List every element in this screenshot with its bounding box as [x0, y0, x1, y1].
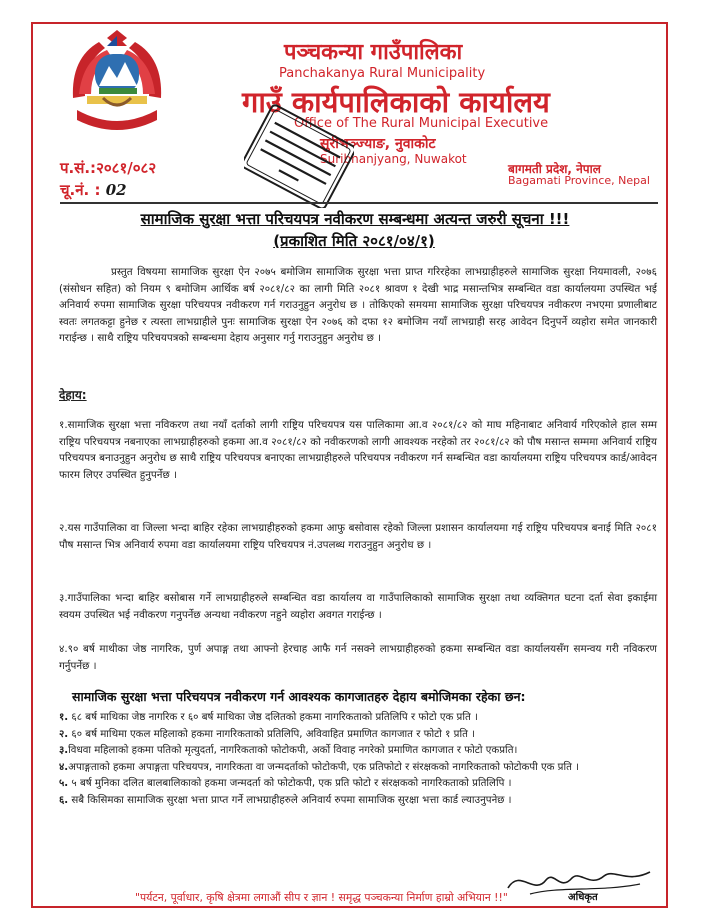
item-number: ४. — [59, 761, 69, 773]
municipality-name-en: Panchakanya Rural Municipality — [279, 66, 486, 81]
footer-slogan: "पर्यटन, पूर्वाधार, कृषि क्षेत्रमा लगाऔं सीप र ज्ञान ! समृद्ध पञ्चकन्या निर्माण हाम्रो अभियान !!" — [135, 891, 508, 904]
item-number: ६. — [59, 794, 69, 806]
list-item — [59, 793, 659, 810]
header-divider — [60, 202, 658, 204]
point-paragraph: ४.९० बर्ष माथीका जेष्ठ नागरिक, पुर्ण अपाङ्ग तथा आफ्नो हेरचाह आफै गर्न नसक्ने लाभग्राहीहरुको हकमा सम्बन्धित वडा कार्यालयसँग समन्वय गरी नविकरण गर्नुपर्नेछ । — [59, 643, 657, 672]
notice-title: सामाजिक सुरक्षा भत्ता परिचयपत्र नवीकरण सम्बन्धमा अत्यन्त जरुरी सूचना !!! — [140, 210, 570, 228]
item-text: विधवा महिलाको हकमा पतिको मृत्युदर्ता, नागरिकताको फोटोकपी, अर्को विवाह नगरेको प्रमाणित कागजात र फोटो एकप्रति। — [68, 745, 518, 756]
province-en: Bagamati Province, Nepal — [508, 174, 650, 187]
item-text: ५ बर्ष मुनिका दलित बालबालिकाको हकमा जन्मदर्ता को फोटोकपी, एक प्रति फोटो र संरक्षकको नागरिकताको प्रतिलिपि । — [71, 778, 512, 789]
point-paragraph: १.सामाजिक सुरक्षा भत्ता नविकरण तथा नयाँ दर्ताको लागी राष्ट्रिय परिचयपत्र यस पालिकामा आ.व २०८१/८२ को माघ महिनाबाट अनिवार्य गरिएकोले हाल सम्म राष्ट्रिय परिचयपत्र नबनाएका लाभग्राहीहरुको हकमा आ.व २०८१/८२ को नवीकरणको लागी आवश्यक नरहेको तर २०८१/८२ को पौष मसान्त सम्ममा अनिवार्य राष्ट्रिय परिचयपत्र बनाउनुहुन अनुरोध छ साथै राष्ट्रिय परिचयपत्र बनाएका लाभग्राहीहरुले परिचयपत्र नवीकरण गर्न सम्बन्धित वडा कार्यालयमा राष्ट्रिय परिचयपत्र कार्ड/आवेदन फारम लिएर उपस्थित हुनुपर्नेछ । — [59, 419, 657, 481]
nepal-emblem-logo-icon — [63, 28, 171, 136]
signer-title: अधिकृत — [568, 892, 598, 903]
documents-heading: सामाजिक सुरक्षा भत्ता परिचयपत्र नवीकरण गर्न आवश्यक कागजातहरु देहाय बमोजिमका रहेका छन: — [72, 689, 526, 704]
list-item — [59, 727, 659, 744]
item-number: २. — [59, 728, 69, 740]
list-item — [59, 743, 659, 760]
address-np: सुरीभञ्ज्याङ, नुवाकोट — [320, 136, 436, 152]
published-date: (प्रकाशित मिति २०८१/०४/१) — [273, 232, 435, 250]
item-text: ६८ बर्ष माथिका जेष्ठ नागरिक र ६० बर्ष माथिका जेष्ठ दलितको हकमा नागरिकताको प्रतिलिपि र फोटो एक प्रति । — [71, 712, 478, 723]
list-item — [59, 760, 659, 777]
item-number: ५. — [59, 778, 69, 789]
office-name-en: Office of The Rural Municipal Executive — [294, 116, 549, 131]
list-item — [59, 710, 659, 727]
office-stamp-icon — [244, 104, 354, 208]
point-paragraph: २.यस गाउँपालिका वा जिल्ला भन्दा बाहिर रहेका लाभग्राहीहरुको हकमा आफु बसोवास रहेको जिल्ला प्रशासन कार्यालयमा गई राष्ट्रिय परिचयपत्र बनाई मिति २०८१ पौष मसान्त भित्र अनिवार्य रुपमा वडा कार्यालयमा राष्ट्रिय परिचयपत्र नं.उपलब्ध गराउनुहुन अनुरोध छ । — [59, 522, 657, 551]
item-text: ६० बर्ष माथिमा एकल महिलाको हकमा नागरिकताको प्रतिलिपि, अविवाहित प्रमाणित कागजात र फोटो १ प्रति । — [71, 728, 476, 740]
item-number: ३. — [59, 745, 69, 756]
list-item — [59, 776, 659, 793]
dispatch-label: चू.नं. : — [60, 181, 101, 199]
item-text: अपाङ्गताको हकमा अपाङ्गता परिचयपत्र, नागरिकता वा जन्मदर्ताको फोटोकपी, एक प्रतिफोटो र संरक्षकको नागरिकताको फोटोकपी एक प्रति । — [68, 761, 580, 773]
reference-number — [60, 158, 156, 178]
reference-value: २०८१/०८२ — [96, 159, 157, 177]
intro-paragraph: प्रस्तुत विषयमा सामाजिक सुरक्षा ऐन २०७५ बमोजिम सामाजिक सुरक्षा भत्ता प्राप्त गरिरहेका लाभग्राहीहरुले सामाजिक सुरक्षा नियमावली, २०७६ (संसोधन सहित) को नियम ९ बमोजिम आर्थिक बर्ष २०८१/८२ का लागी मिति २०८१ श्रावण १ देखी भाद्र मसान्तभित्र सम्बन्धित वडा कार्यालयमा उपस्थित भई अनिवार्य रुपमा सामाजिक सुरक्षा परिचयपत्र नवीकरण गर्न गराउनुहुन अनुरोध छ । तोकिएको समयमा सामाजिक सुरक्षा परिचयपत्र नवीकरण नभएमा प्रणालीबाट स्वतः लगतकट्टा हुनेछ र त्यस्ता लाभग्राहीले पुनः सामाजिक सुरक्षा ऐन २०७६ को दफा १२ बमोजिम नयाँ लाभग्राही सरह आवेदन दिनुपर्ने व्यहोरा समेत जानकारी गराईन्छ । साथै राष्ट्रिय परिचयपत्रको सम्बन्धमा देहाय अनुसार गर्नु गराउनुहुन अनुरोध छ । — [59, 266, 657, 344]
reference-label: प.सं.: — [60, 159, 97, 177]
item-text: सबै किसिमका सामाजिक सुरक्षा भत्ता प्राप्त गर्ने लाभग्राहीहरुले अनिवार्य रुपमा सामाजिक सुरक्षा भत्ता कार्ड ल्याउनुपनेछ । — [71, 794, 512, 806]
item-number: १. — [59, 712, 69, 723]
dispatch-value: 02 — [105, 181, 127, 199]
documents-list — [59, 710, 659, 809]
section-heading: देहाय: — [59, 388, 87, 402]
office-name-np: गाउँ कार्यपालिकाको कार्यालय — [242, 85, 550, 119]
municipality-name-np: पञ्चकन्या गाउँपालिका — [284, 40, 463, 65]
province-np: बागमती प्रदेश, नेपाल — [508, 162, 601, 176]
point-paragraph: ३.गाउँपालिका भन्दा बाहिर बसोबास गर्ने लाभग्राहीहरुले सम्बन्धित वडा कार्यालय वा गाउँपालिकाको सामाजिक सुरक्षा तथा व्यक्तिगत घटना दर्ता सेवा इकाईमा स्वयम उपस्थित भई नवीकरण गनुपर्नेछ अन्यथा नवीकरण नहुने व्यहोरा अवगत गराईन्छ । — [59, 592, 657, 621]
dispatch-number — [60, 180, 127, 200]
address-en: Suribhanjyang, Nuwakot — [320, 152, 467, 166]
